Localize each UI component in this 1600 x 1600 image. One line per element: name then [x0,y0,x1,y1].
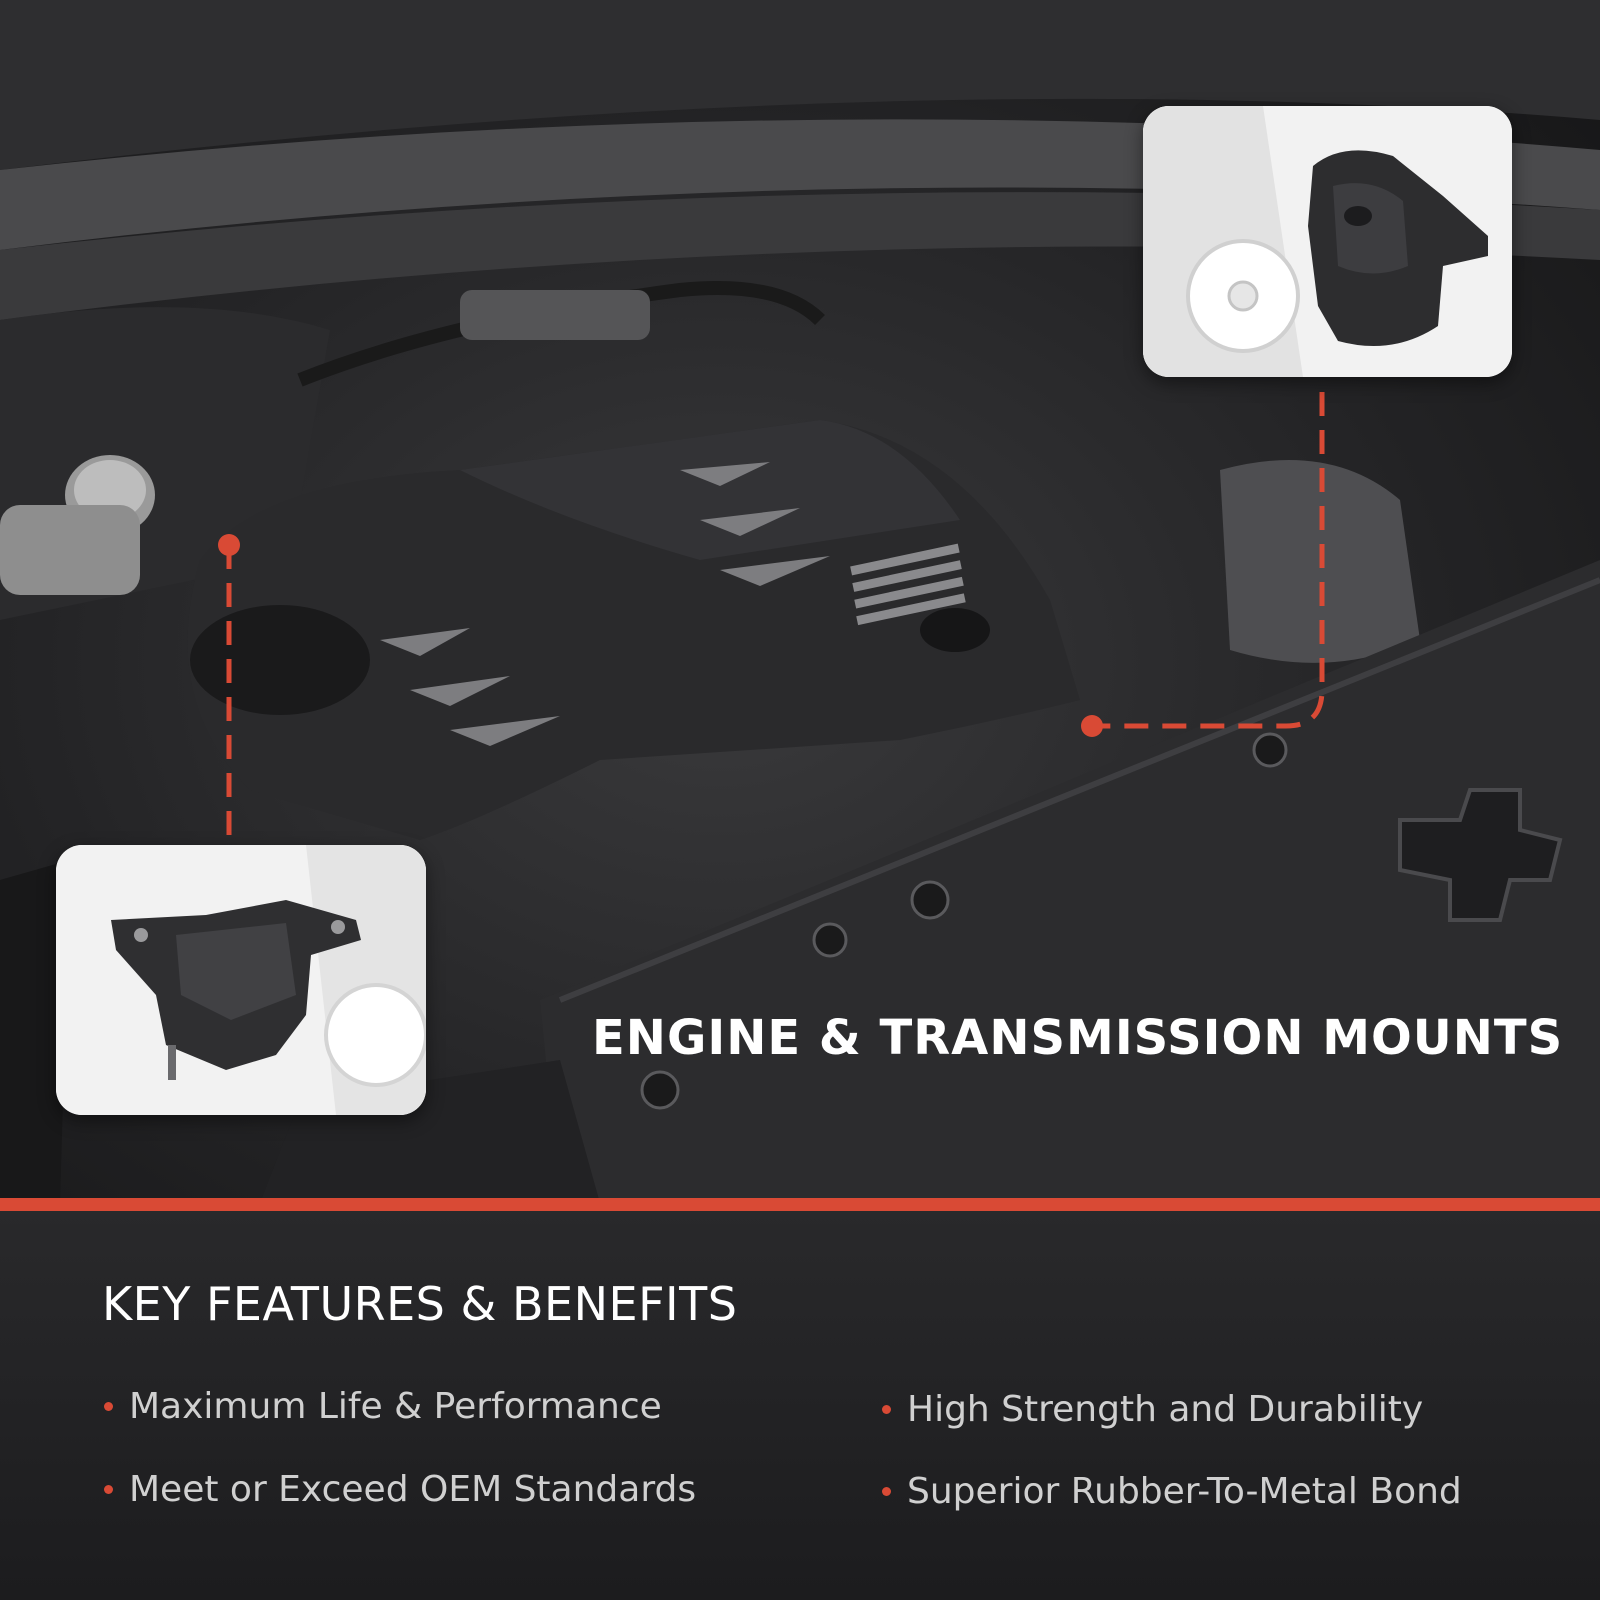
accent-divider [0,1198,1600,1211]
engine-mount-image-icon [56,845,426,1115]
hero-title: ENGINE & TRANSMISSION MOUNTS [592,1010,1564,1066]
bullet-icon [882,1405,891,1414]
feature-label: Meet or Exceed OEM Standards [129,1469,697,1510]
feature-label: Maximum Life & Performance [129,1386,662,1427]
transmission-mount-image-icon [1143,106,1512,377]
feature-item [104,1386,662,1427]
engine-mount-closeup [56,845,426,1115]
bullet-icon [882,1487,891,1496]
transmission-mount-closeup [1143,106,1512,377]
feature-item [104,1469,696,1510]
bullet-icon [104,1402,113,1411]
feature-label: Superior Rubber-To-Metal Bond [907,1471,1462,1512]
feature-item [882,1389,1423,1430]
features-title: KEY FEATURES & BENEFITS [102,1277,738,1331]
features-panel [0,1211,1600,1600]
bullet-icon [104,1485,113,1494]
feature-item [882,1471,1462,1512]
feature-label: High Strength and Durability [907,1389,1424,1430]
